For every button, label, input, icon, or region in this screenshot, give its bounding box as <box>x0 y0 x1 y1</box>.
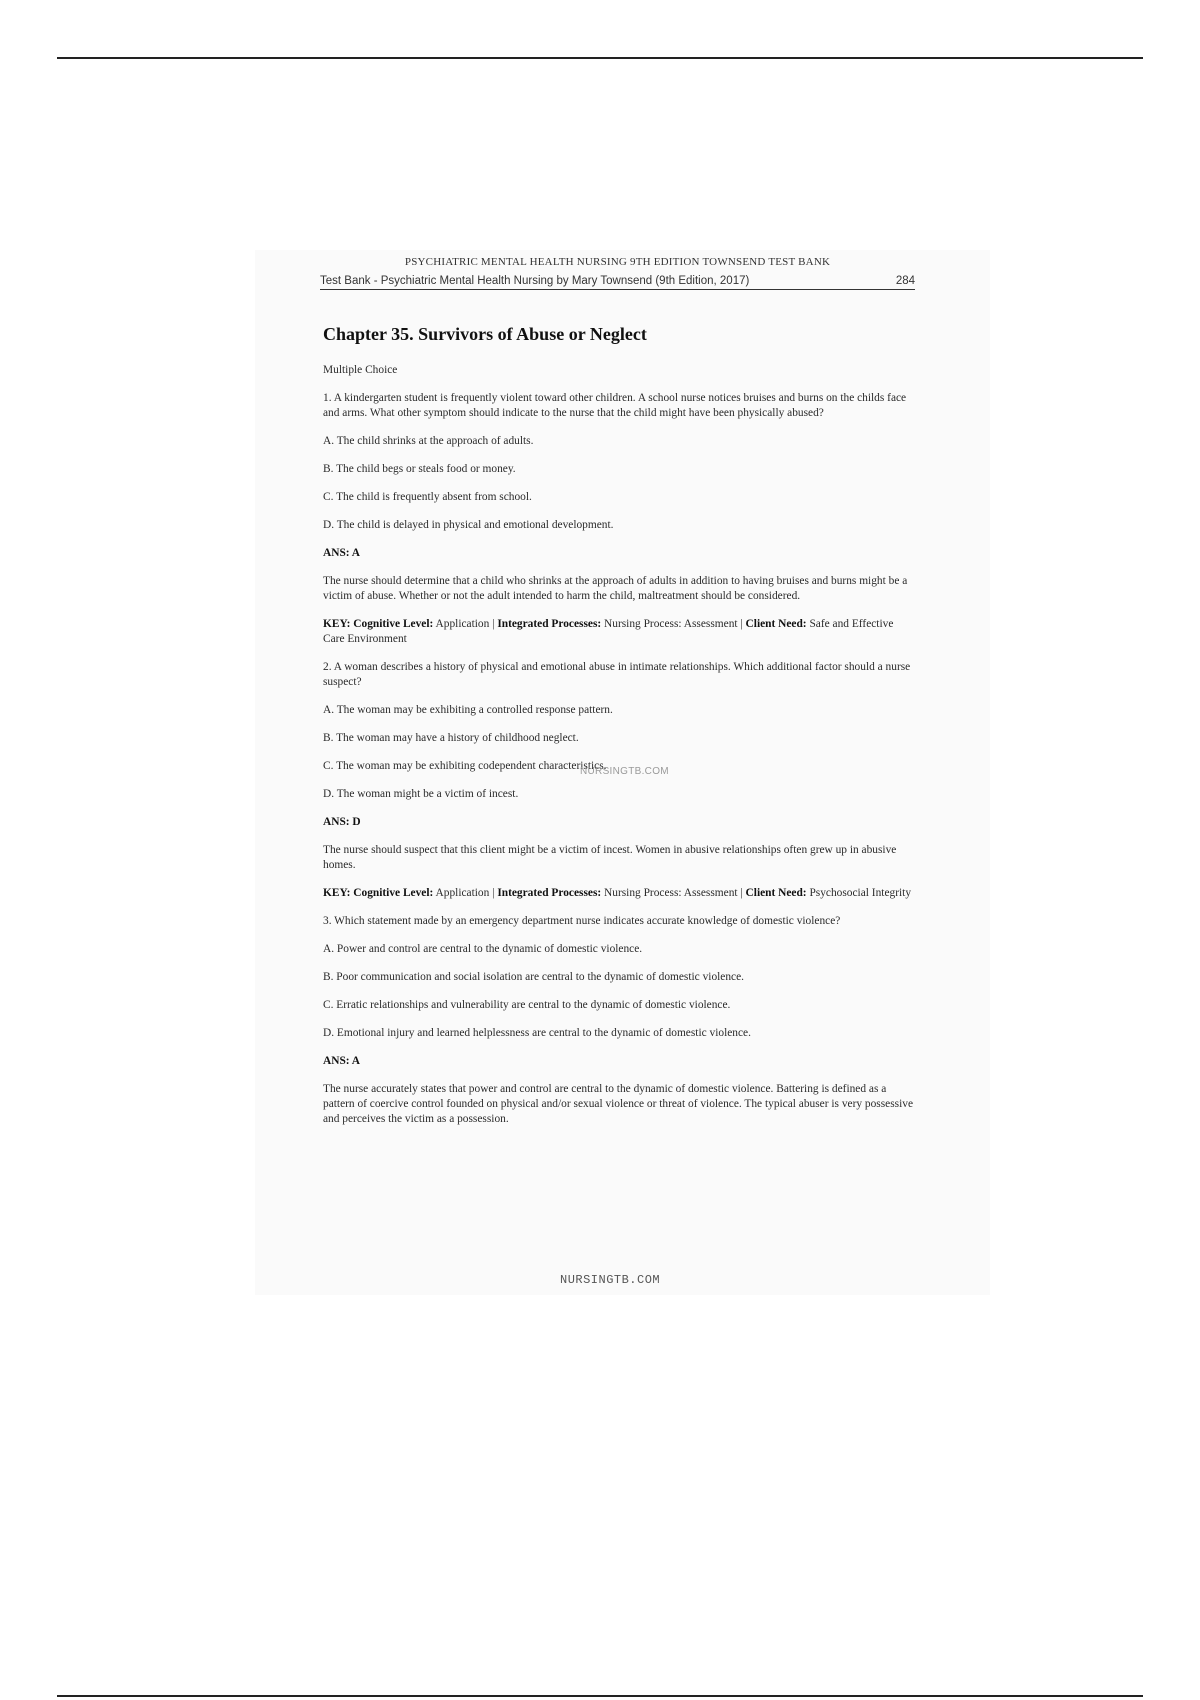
key-value: Application | <box>435 618 495 630</box>
rationale: The nurse accurately states that power and control are central to the dynamic of domestic violence. Battering is defined as a pattern of coercive control founded on physical and/or sexual violence or threat of violence. The typical abuser is very possessive and perceives the victim as a possession. <box>323 1083 914 1125</box>
chapter-title: Chapter 35. Survivors of Abuse or Neglect <box>323 324 647 344</box>
answer-option: A. The child shrinks at the approach of adults. <box>323 435 534 447</box>
bottom-rule <box>57 1695 1143 1697</box>
document-title: PSYCHIATRIC MENTAL HEALTH NURSING 9TH EDITION TOWNSEND TEST BANK <box>404 256 831 268</box>
answer-option: C. Erratic relationships and vulnerability are central to the dynamic of domestic violence. <box>323 999 731 1011</box>
answer-option: B. The child begs or steals food or money. <box>323 463 516 475</box>
answer-option: C. The woman may be exhibiting codependent characteristics. <box>323 760 607 772</box>
answer-option: A. Power and control are central to the dynamic of domestic violence. <box>323 943 643 955</box>
top-rule <box>57 57 1143 59</box>
answer-key: ANS: A <box>323 1055 361 1067</box>
key-line <box>323 617 915 647</box>
answer-option: D. The woman might be a victim of incest. <box>323 788 519 800</box>
section-label: Multiple Choice <box>323 364 398 376</box>
key-label: Client Need: <box>745 618 807 630</box>
question-stem: 1. A kindergarten student is frequently violent toward other children. A school nurse notices bruises and burns on the childs face and arms. What other symptom should indicate to the nurse that the child might have been physically abused? <box>323 392 907 419</box>
rationale: The nurse should suspect that this client might be a victim of incest. Women in abusive relationships often grew up in abusive homes. <box>323 844 897 871</box>
watermark: NURSINGTB.COM <box>580 766 669 777</box>
running-head-text: Test Bank - Psychiatric Mental Health Nursing by Mary Townsend (9th Edition, 2017) <box>320 275 750 287</box>
answer-option: D. Emotional injury and learned helplessness are central to the dynamic of domestic violence. <box>323 1027 751 1039</box>
key-label: Integrated Processes: <box>497 618 602 630</box>
key-label: KEY: Cognitive Level: <box>323 887 434 899</box>
key-value: Nursing Process: Assessment | <box>604 887 743 899</box>
key-label: Integrated Processes: <box>497 887 602 899</box>
key-value: Safe and Effective Care Environment <box>323 618 894 645</box>
answer-option: B. The woman may have a history of childhood neglect. <box>323 732 579 744</box>
running-header <box>320 275 915 290</box>
answer-option: B. Poor communication and social isolation are central to the dynamic of domestic violence. <box>323 971 745 983</box>
key-label: KEY: Cognitive Level: <box>323 618 434 630</box>
page-number: 284 <box>895 275 915 287</box>
key-label: Client Need: <box>745 887 807 899</box>
page-content <box>323 322 915 1140</box>
key-line <box>323 886 915 901</box>
answer-option: A. The woman may be exhibiting a controlled response pattern. <box>323 704 613 716</box>
question-stem: 2. A woman describes a history of physical and emotional abuse in intimate relationships. Which additional factor should a nurse suspect? <box>323 661 911 688</box>
answer-key: ANS: A <box>323 547 361 559</box>
question-stem: 3. Which statement made by an emergency department nurse indicates accurate knowledge of domestic violence? <box>323 915 841 927</box>
answer-option: D. The child is delayed in physical and emotional development. <box>323 519 614 531</box>
key-value: Nursing Process: Assessment | <box>604 618 743 630</box>
answer-key: ANS: D <box>323 816 361 828</box>
key-value: Psychosocial Integrity <box>809 887 912 899</box>
rationale: The nurse should determine that a child who shrinks at the approach of adults in addition to having bruises and burns might be a victim of abuse. Whether or not the adult intended to harm the child, maltreatment should be considered. <box>323 575 908 602</box>
answer-option: C. The child is frequently absent from school. <box>323 491 532 503</box>
key-value: Application | <box>435 887 495 899</box>
footer-watermark: NURSINGTB.COM <box>560 1273 661 1287</box>
